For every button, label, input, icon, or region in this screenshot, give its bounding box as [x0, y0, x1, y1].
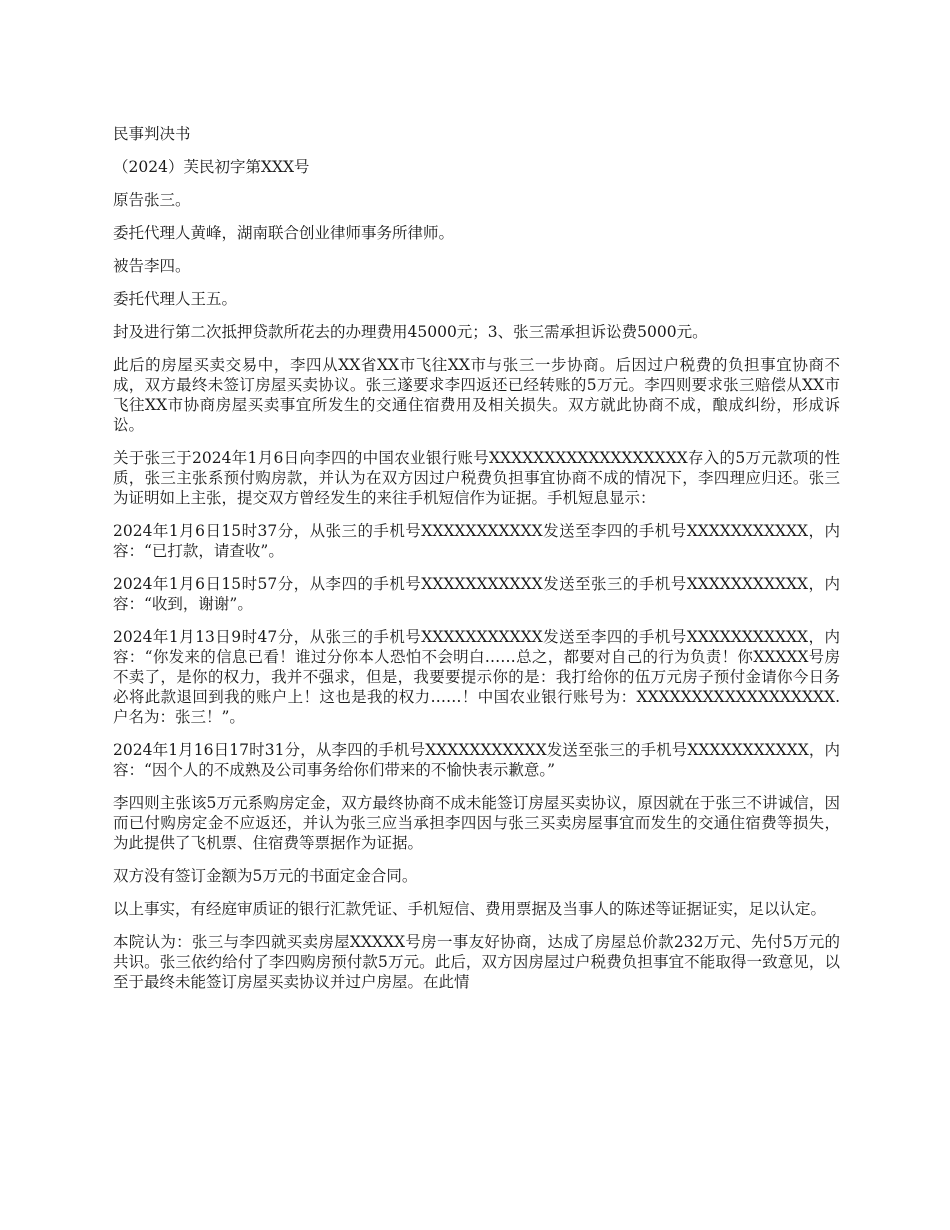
sms-record-3: 2024年1月13日9时47分，从张三的手机号XXXXXXXXXXX发送至李四的手机号XXXXXXXXXXX，内容：“你发来的信息已看！谁过分你本人恐怕不会明白……总之，都要对自己的行为负责！你XXXXX号房不卖了，是你的权力，我并不强求，但是，我要要提示你的是：我打给你的伍万元房子预付金请你今日务必将此款退回到我的账户上！这也是我的权力……！中国农业银行账号为：XXXXXXXXXXXXXXXXXX.户名为：张三！”。 — [113, 628, 840, 726]
plaintiff-agent: 委托代理人黄峰，湖南联合创业律师事务所律师。 — [113, 224, 455, 242]
defendant-agent: 委托代理人王五。 — [113, 290, 238, 308]
payment-nature-paragraph: 关于张三于2024年1月6日向李四的中国农业银行账号XXXXXXXXXXXXXXXXXX存入的5万元款项的性质，张三主张系预付购房款，并认为在双方因过户税费负担事宜协商不成的情况下，李四理应归还。张三为证明如上主张，提交双方曾经发生的来往手机短信作为证据。手机短息显示： — [113, 449, 840, 507]
document-title: 民事判决书 — [113, 125, 191, 143]
claims-paragraph: 封及进行第二次抵押贷款所花去的办理费用45000元；3、张三需承担诉讼费5000元。 — [113, 323, 708, 341]
no-contract-paragraph: 双方没有签订金额为5万元的书面定金合同。 — [113, 867, 418, 885]
facts-paragraph: 此后的房屋买卖交易中，李四从XX省XX市飞往XX市与张三一步协商。后因过户税费的负担事宜协商不成，双方最终未签订房屋买卖协议。张三遂要求李四返还已经转账的5万元。李四则要求张三赔偿从XX市飞往XX市协商房屋买卖事宜所发生的交通住宿费用及相关损失。双方就此协商不成，酿成纠纷，形成诉讼。 — [113, 356, 840, 434]
defendant: 被告李四。 — [113, 257, 191, 275]
sms-record-2: 2024年1月6日15时57分，从李四的手机号XXXXXXXXXXX发送至张三的手机号XXXXXXXXXXX，内容：“收到，谢谢”。 — [113, 575, 840, 613]
court-opinion-paragraph: 本院认为：张三与李四就买卖房屋XXXXX号房一事友好协商，达成了房屋总价款232万元、先付5万元的共识。张三依约给付了李四购房预付款5万元。此后，双方因房屋过户税费负担事宜不能取得一致意见，以至于最终未能签订房屋买卖协议并过户房屋。在此情 — [113, 933, 840, 991]
plaintiff: 原告张三。 — [113, 191, 191, 209]
sms-record-1: 2024年1月6日15时37分，从张三的手机号XXXXXXXXXXX发送至李四的手机号XXXXXXXXXXX，内容：“已打款，请查收”。 — [113, 522, 840, 560]
evidence-paragraph: 以上事实，有经庭审质证的银行汇款凭证、手机短信、费用票据及当事人的陈述等证据证实，足以认定。 — [113, 900, 827, 918]
case-number: （2024）芙民初字第XXX号 — [113, 158, 310, 176]
defendant-claim-paragraph: 李四则主张该5万元系购房定金，双方最终协商不成未能签订房屋买卖协议，原因就在于张三不讲诚信，因而已付购房定金不应返还，并认为张三应当承担李四因与张三买卖房屋事宜而发生的交通住宿费等损失，为此提供了飞机票、住宿费等票据作为证据。 — [113, 794, 840, 852]
sms-record-4: 2024年1月16日17时31分，从李四的手机号XXXXXXXXXXX发送至张三的手机号XXXXXXXXXXX，内容：“因个人的不成熟及公司事务给你们带来的不愉快表示歉意。” — [113, 741, 840, 779]
